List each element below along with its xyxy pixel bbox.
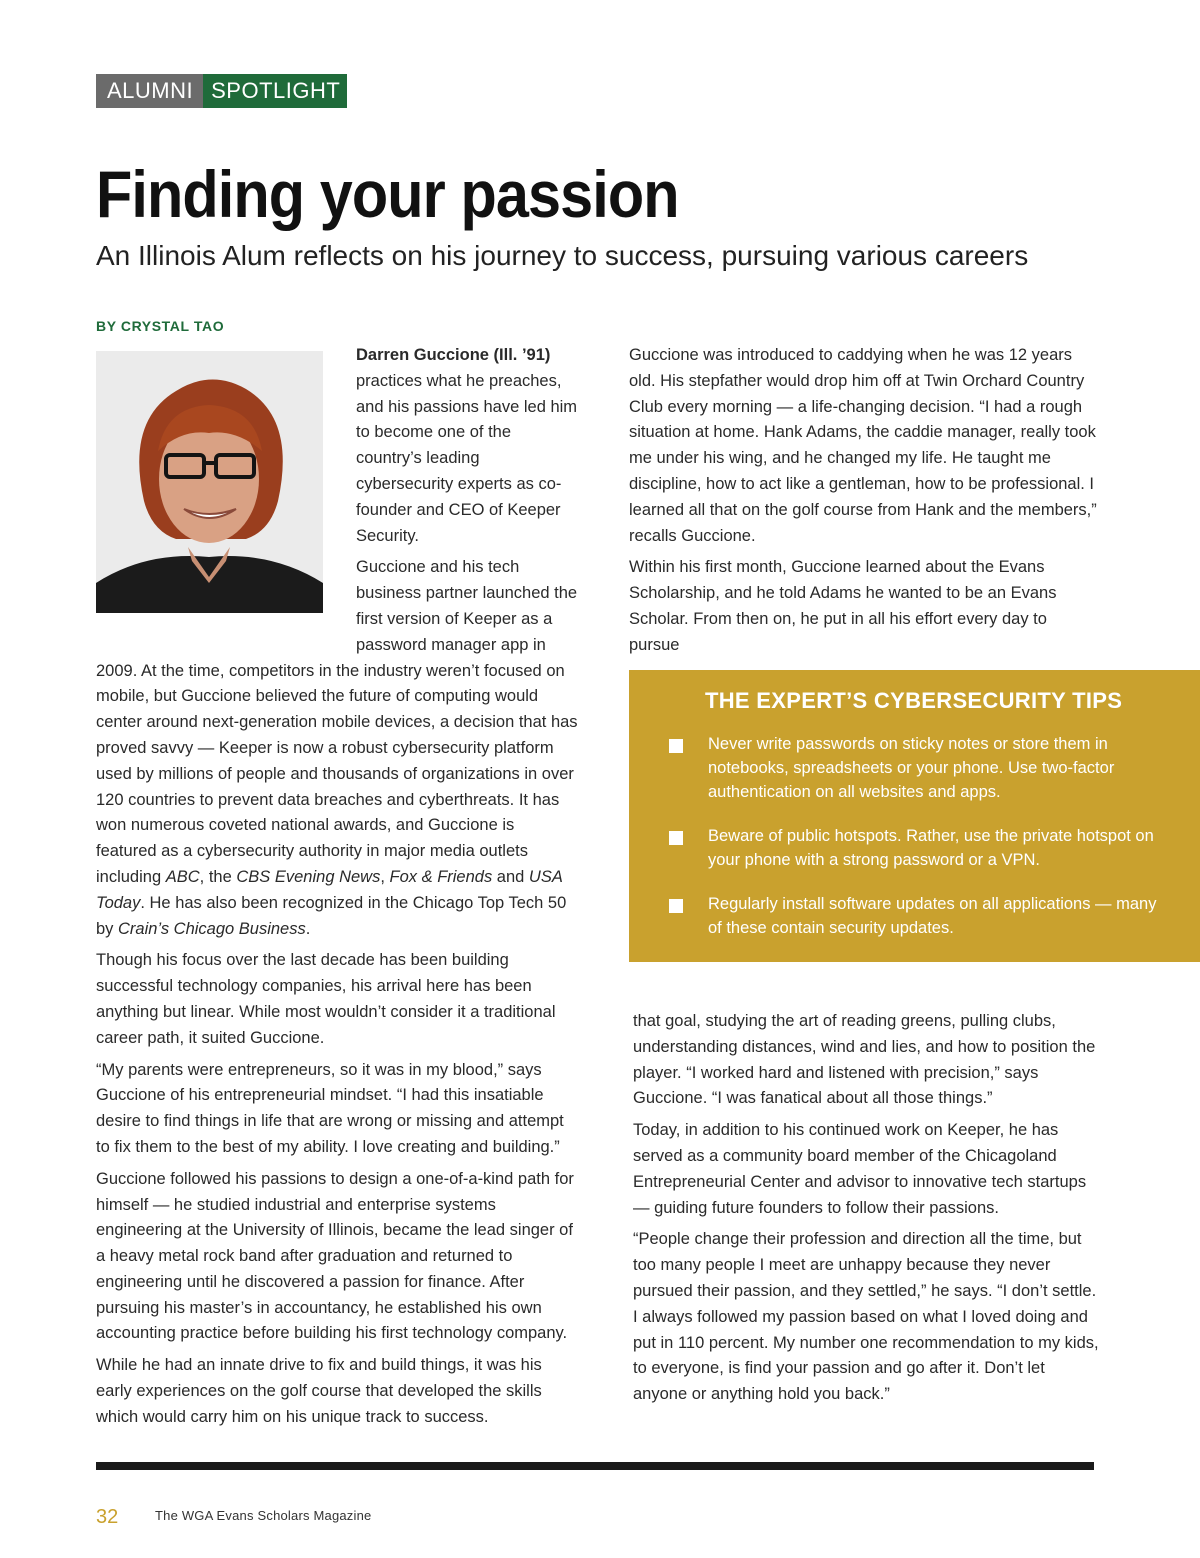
tip-item: Never write passwords on sticky notes or store them in notebooks, spreadsheets or your phone. Use two-factor authentication on all websites and apps.: [669, 732, 1169, 804]
article-paragraph: While he had an innate drive to fix and build things, it was his early experiences on the golf course that developed the skills which would carry him on his unique track to success.: [96, 1356, 542, 1426]
article-paragraph: Guccione and his tech business partner launched the first version of Keeper as a password manager app in 2009. At the time, competitors in the industry weren’t focused on mobile, but Guccione believed the future of computing would center around next-generation mobile devices, a decision that has proved savvy — Keeper is now a robust cybersecurity platform used by millions of people and thousands of organizations in over 120 countries to prevent data breaches and cyberthreats. It has won numerous coveted national awards, and Guccione is featured as a cybersecurity authority in major media outlets including ABC, the CBS Evening News, Fox & Friends and USA Today. He has also been recognized in the Chicago Top Tech 50 by Crain’s Chicago Business.: [96, 558, 578, 938]
tips-title: THE EXPERT’S CYBERSECURITY TIPS: [705, 688, 1123, 713]
photo-wrap-spacer: [96, 343, 356, 651]
article-title: Finding your passion: [96, 157, 679, 231]
article-paragraph: “My parents were entrepreneurs, so it was in my blood,” says Guccione of his entrepreneurial mindset. “I had this insatiable desire to find things in life that are wrong or missing and attempt to fix them to the best of my ability. I love creating and building.”: [96, 1060, 564, 1156]
tips-list: [669, 732, 1169, 960]
square-bullet-icon: [669, 739, 683, 753]
article-paragraph: Darren Guccione (Ill. ’91) practices what he preaches, and his passions have led him to become one of the country’s leading cybersecurity experts as co-founder and CEO of Keeper Security.: [356, 346, 578, 545]
section-tag: [96, 74, 347, 108]
section-tag-spotlight: SPOTLIGHT: [203, 74, 347, 108]
article-paragraph: “People change their profession and direction all the time, but too many people I meet are unhappy because they never pursued their passion, and they settled,” he says. “I don’t settle. I always followed my passion based on what I loved doing and put in 110 percent. My number one recommendation to my kids, to everyone, is find your passion and go after it. Don’t let anyone or anything hold you back.”: [633, 1230, 1099, 1404]
byline: BY CRYSTAL TAO: [96, 318, 225, 334]
article-paragraph: Today, in addition to his continued work on Keeper, he has served as a community board member of the Chicagoland Entrepreneurial Center and advisor to innovative tech startups — guiding future founders to follow their passions.: [633, 1121, 1087, 1217]
square-bullet-icon: [669, 831, 683, 845]
cybersecurity-tips-box: [629, 670, 1200, 962]
tip-item: Beware of public hotspots. Rather, use the private hotspot on your phone with a strong password or a VPN.: [669, 824, 1169, 872]
footer-rule: [96, 1462, 1094, 1470]
article-paragraph: Though his focus over the last decade has been building successful technology companies, his arrival here has been anything but linear. While most wouldn’t consider it a traditional career path, it suited Guccione.: [96, 951, 556, 1047]
article-paragraph: Within his first month, Guccione learned about the Evans Scholarship, and he told Adams he wanted to be an Evans Scholar. From then on, he put in all his effort every day to pursue: [629, 558, 1057, 654]
tip-item: Regularly install software updates on all applications — many of these contain security updates.: [669, 892, 1169, 940]
article-column-right-bottom: [633, 1009, 1103, 1414]
article-paragraph: Guccione followed his passions to design a one-of-a-kind path for himself — he studied industrial and enterprise systems engineering at the University of Illinois, became the lead singer of a heavy metal rock band after graduation and returned to engineering until he discovered a passion for finance. After pursuing his master’s in accountancy, he established his own accounting practice before building his first technology company.: [96, 1169, 574, 1343]
article-paragraph: Guccione was introduced to caddying when he was 12 years old. His stepfather would drop him off at Twin Orchard Country Club every morning — a life-changing decision. “I had a rough situation at home. Hank Adams, the caddie manager, really took me under his wing, and he changed my life. He taught me discipline, how to act like a gentleman, how to be professional. I learned all that on the golf course from Hank and the members,” recalls Guccione.: [629, 346, 1097, 545]
page-number: 32: [96, 1506, 119, 1528]
article-subtitle: An Illinois Alum reflects on his journey to success, pursuing various careers: [96, 240, 1029, 271]
square-bullet-icon: [669, 899, 683, 913]
section-tag-alumni: ALUMNI: [96, 74, 203, 108]
article-paragraph: that goal, studying the art of reading greens, pulling clubs, understanding distances, wind and lies, and how to position the player. “I worked hard and listened with precision,” says Guccione. “I was fanatical about all those things.”: [633, 1012, 1096, 1108]
subject-name: Darren Guccione (Ill. ’91): [356, 346, 551, 364]
article-column-left: [96, 343, 578, 1437]
publication-name: The WGA Evans Scholars Magazine: [155, 1508, 372, 1523]
article-column-right-top: [629, 343, 1099, 665]
